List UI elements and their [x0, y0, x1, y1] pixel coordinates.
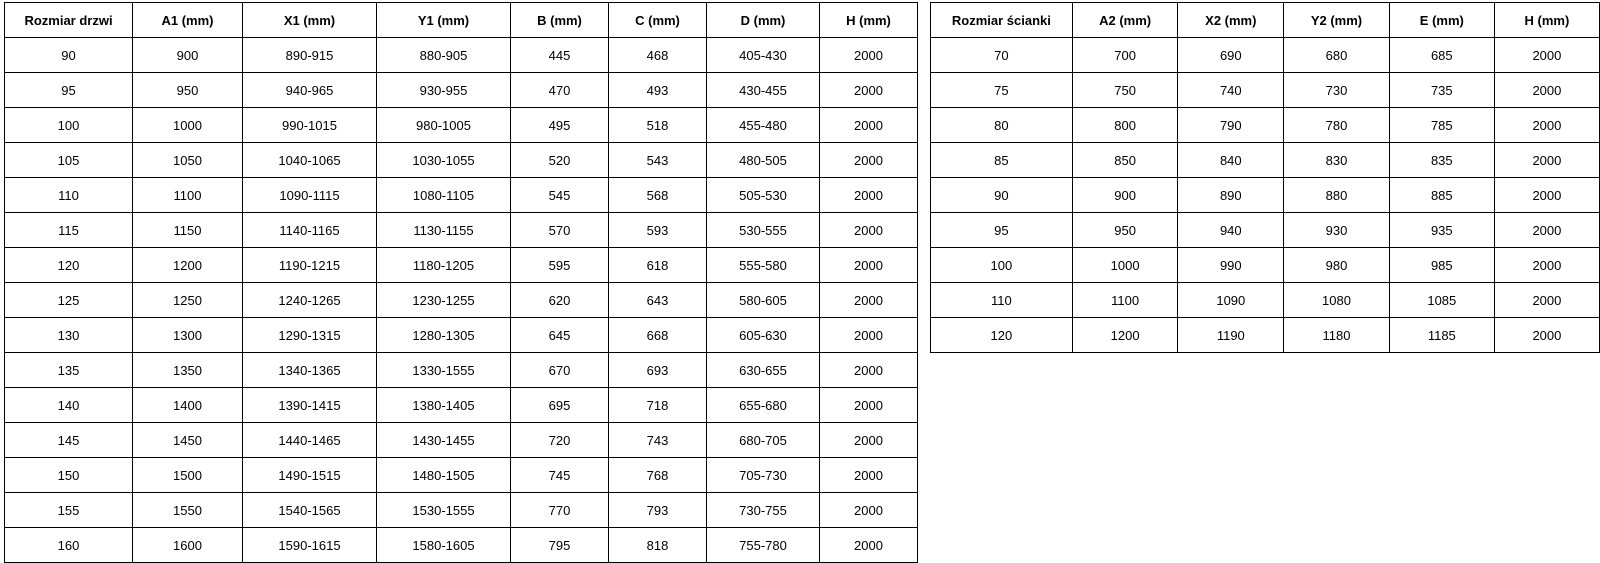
table-row: [5, 108, 918, 143]
walls-cell: 940: [1178, 213, 1284, 248]
doors-cell: 630-655: [707, 353, 820, 388]
doors-cell: 155: [5, 493, 133, 528]
doors-cell: 520: [511, 143, 609, 178]
doors-cell: 1100: [133, 178, 243, 213]
doors-cell: 1350: [133, 353, 243, 388]
doors-column-header: D (mm): [707, 3, 820, 38]
table-row: [5, 143, 918, 178]
walls-dimensions-table: [930, 2, 1600, 353]
doors-cell: 745: [511, 458, 609, 493]
table-row: [931, 178, 1600, 213]
doors-cell: 95: [5, 73, 133, 108]
walls-cell: 780: [1284, 108, 1390, 143]
doors-cell: 430-455: [707, 73, 820, 108]
doors-table-head: [5, 3, 918, 38]
doors-cell: 730-755: [707, 493, 820, 528]
doors-cell: 1290-1315: [243, 318, 377, 353]
doors-cell: 1130-1155: [377, 213, 511, 248]
table-row: [5, 353, 918, 388]
table-row: [5, 318, 918, 353]
walls-cell: 900: [1072, 178, 1178, 213]
doors-cell: 693: [609, 353, 707, 388]
walls-column-header: X2 (mm): [1178, 3, 1284, 38]
walls-column-header: H (mm): [1494, 3, 1599, 38]
doors-cell: 1050: [133, 143, 243, 178]
walls-cell: 950: [1072, 213, 1178, 248]
doors-cell: 593: [609, 213, 707, 248]
doors-column-header: B (mm): [511, 3, 609, 38]
table-row: [5, 458, 918, 493]
walls-cell: 980: [1284, 248, 1390, 283]
doors-cell: 900: [133, 38, 243, 73]
walls-cell: 985: [1389, 248, 1494, 283]
table-row: [931, 108, 1600, 143]
doors-cell: 668: [609, 318, 707, 353]
doors-cell: 1140-1165: [243, 213, 377, 248]
walls-cell: 2000: [1494, 38, 1599, 73]
walls-cell: 80: [931, 108, 1073, 143]
doors-cell: 120: [5, 248, 133, 283]
doors-cell: 795: [511, 528, 609, 563]
doors-table-container: [4, 2, 918, 563]
doors-cell: 705-730: [707, 458, 820, 493]
table-row: [5, 248, 918, 283]
doors-cell: 890-915: [243, 38, 377, 73]
doors-cell: 1200: [133, 248, 243, 283]
doors-cell: 445: [511, 38, 609, 73]
walls-cell: 750: [1072, 73, 1178, 108]
doors-cell: 480-505: [707, 143, 820, 178]
doors-cell: 90: [5, 38, 133, 73]
doors-column-header: Y1 (mm): [377, 3, 511, 38]
doors-cell: 455-480: [707, 108, 820, 143]
doors-cell: 768: [609, 458, 707, 493]
walls-cell: 840: [1178, 143, 1284, 178]
doors-cell: 1530-1555: [377, 493, 511, 528]
walls-table-body: [931, 38, 1600, 353]
walls-cell: 2000: [1494, 318, 1599, 353]
doors-cell: 1500: [133, 458, 243, 493]
doors-cell: 1250: [133, 283, 243, 318]
walls-cell: 790: [1178, 108, 1284, 143]
walls-cell: 1185: [1389, 318, 1494, 353]
doors-cell: 2000: [820, 108, 918, 143]
table-row: [5, 283, 918, 318]
table-row: [5, 213, 918, 248]
doors-cell: 1430-1455: [377, 423, 511, 458]
doors-cell: 2000: [820, 248, 918, 283]
table-row: [931, 73, 1600, 108]
walls-cell: 700: [1072, 38, 1178, 73]
doors-cell: 743: [609, 423, 707, 458]
walls-cell: 830: [1284, 143, 1390, 178]
walls-column-header: Y2 (mm): [1284, 3, 1390, 38]
doors-cell: 545: [511, 178, 609, 213]
doors-column-header: X1 (mm): [243, 3, 377, 38]
doors-column-header: C (mm): [609, 3, 707, 38]
doors-cell: 405-430: [707, 38, 820, 73]
walls-cell: 1090: [1178, 283, 1284, 318]
doors-cell: 1340-1365: [243, 353, 377, 388]
doors-cell: 695: [511, 388, 609, 423]
doors-column-header: Rozmiar drzwi: [5, 3, 133, 38]
walls-cell: 2000: [1494, 213, 1599, 248]
table-row: [5, 38, 918, 73]
doors-column-header: H (mm): [820, 3, 918, 38]
doors-cell: 580-605: [707, 283, 820, 318]
walls-cell: 2000: [1494, 178, 1599, 213]
walls-cell: 680: [1284, 38, 1390, 73]
doors-cell: 950: [133, 73, 243, 108]
doors-cell: 620: [511, 283, 609, 318]
doors-cell: 930-955: [377, 73, 511, 108]
table-row: [931, 38, 1600, 73]
walls-cell: 730: [1284, 73, 1390, 108]
doors-cell: 1550: [133, 493, 243, 528]
walls-cell: 930: [1284, 213, 1390, 248]
doors-cell: 493: [609, 73, 707, 108]
walls-cell: 1190: [1178, 318, 1284, 353]
walls-cell: 1000: [1072, 248, 1178, 283]
doors-cell: 793: [609, 493, 707, 528]
doors-cell: 140: [5, 388, 133, 423]
walls-cell: 850: [1072, 143, 1178, 178]
doors-cell: 2000: [820, 388, 918, 423]
table-row: [931, 143, 1600, 178]
walls-cell: 2000: [1494, 283, 1599, 318]
doors-cell: 1000: [133, 108, 243, 143]
doors-cell: 645: [511, 318, 609, 353]
walls-cell: 1080: [1284, 283, 1390, 318]
doors-cell: 115: [5, 213, 133, 248]
doors-cell: 470: [511, 73, 609, 108]
doors-cell: 643: [609, 283, 707, 318]
doors-cell: 1230-1255: [377, 283, 511, 318]
doors-dimensions-table: [4, 2, 918, 563]
doors-cell: 530-555: [707, 213, 820, 248]
table-row: [5, 423, 918, 458]
table-row: [5, 528, 918, 563]
walls-cell: 70: [931, 38, 1073, 73]
walls-cell: 885: [1389, 178, 1494, 213]
doors-cell: 130: [5, 318, 133, 353]
doors-column-header: A1 (mm): [133, 3, 243, 38]
doors-cell: 2000: [820, 493, 918, 528]
table-row: [5, 388, 918, 423]
doors-cell: 755-780: [707, 528, 820, 563]
walls-cell: 890: [1178, 178, 1284, 213]
walls-cell: 685: [1389, 38, 1494, 73]
doors-cell: 468: [609, 38, 707, 73]
doors-cell: 2000: [820, 178, 918, 213]
doors-cell: 105: [5, 143, 133, 178]
doors-cell: 1040-1065: [243, 143, 377, 178]
doors-cell: 2000: [820, 458, 918, 493]
doors-cell: 655-680: [707, 388, 820, 423]
walls-table-head: [931, 3, 1600, 38]
doors-cell: 150: [5, 458, 133, 493]
doors-cell: 125: [5, 283, 133, 318]
walls-cell: 100: [931, 248, 1073, 283]
doors-cell: 1280-1305: [377, 318, 511, 353]
doors-cell: 1240-1265: [243, 283, 377, 318]
table-row: [931, 318, 1600, 353]
doors-cell: 1590-1615: [243, 528, 377, 563]
doors-cell: 980-1005: [377, 108, 511, 143]
walls-cell: 1085: [1389, 283, 1494, 318]
walls-cell: 690: [1178, 38, 1284, 73]
walls-cell: 95: [931, 213, 1073, 248]
doors-cell: 1380-1405: [377, 388, 511, 423]
doors-cell: 2000: [820, 213, 918, 248]
walls-cell: 2000: [1494, 143, 1599, 178]
walls-cell: 2000: [1494, 73, 1599, 108]
doors-cell: 1540-1565: [243, 493, 377, 528]
table-row: [931, 213, 1600, 248]
table-row: [5, 178, 918, 213]
doors-cell: 1080-1105: [377, 178, 511, 213]
table-header-row: [931, 3, 1600, 38]
walls-column-header: Rozmiar ścianki: [931, 3, 1073, 38]
walls-cell: 785: [1389, 108, 1494, 143]
walls-cell: 800: [1072, 108, 1178, 143]
walls-cell: 1100: [1072, 283, 1178, 318]
doors-cell: 1330-1555: [377, 353, 511, 388]
walls-cell: 90: [931, 178, 1073, 213]
doors-cell: 160: [5, 528, 133, 563]
table-header-row: [5, 3, 918, 38]
walls-cell: 835: [1389, 143, 1494, 178]
doors-cell: 2000: [820, 73, 918, 108]
doors-cell: 543: [609, 143, 707, 178]
table-row: [931, 248, 1600, 283]
doors-cell: 718: [609, 388, 707, 423]
doors-cell: 505-530: [707, 178, 820, 213]
walls-cell: 75: [931, 73, 1073, 108]
doors-cell: 1400: [133, 388, 243, 423]
walls-cell: 735: [1389, 73, 1494, 108]
doors-cell: 1150: [133, 213, 243, 248]
doors-cell: 2000: [820, 318, 918, 353]
doors-cell: 145: [5, 423, 133, 458]
table-row: [931, 283, 1600, 318]
doors-cell: 595: [511, 248, 609, 283]
walls-cell: 120: [931, 318, 1073, 353]
doors-cell: 1480-1505: [377, 458, 511, 493]
doors-cell: 1490-1515: [243, 458, 377, 493]
doors-cell: 770: [511, 493, 609, 528]
doors-cell: 1580-1605: [377, 528, 511, 563]
doors-cell: 1390-1415: [243, 388, 377, 423]
walls-cell: 740: [1178, 73, 1284, 108]
doors-cell: 135: [5, 353, 133, 388]
doors-cell: 990-1015: [243, 108, 377, 143]
doors-cell: 1300: [133, 318, 243, 353]
walls-cell: 85: [931, 143, 1073, 178]
doors-cell: 100: [5, 108, 133, 143]
doors-cell: 680-705: [707, 423, 820, 458]
walls-cell: 990: [1178, 248, 1284, 283]
doors-cell: 568: [609, 178, 707, 213]
walls-cell: 880: [1284, 178, 1390, 213]
doors-cell: 2000: [820, 528, 918, 563]
walls-cell: 110: [931, 283, 1073, 318]
doors-cell: 570: [511, 213, 609, 248]
walls-column-header: E (mm): [1389, 3, 1494, 38]
doors-cell: 495: [511, 108, 609, 143]
walls-cell: 1200: [1072, 318, 1178, 353]
doors-cell: 1190-1215: [243, 248, 377, 283]
doors-cell: 1030-1055: [377, 143, 511, 178]
doors-cell: 1180-1205: [377, 248, 511, 283]
doors-cell: 818: [609, 528, 707, 563]
doors-cell: 2000: [820, 423, 918, 458]
doors-cell: 110: [5, 178, 133, 213]
doors-cell: 1450: [133, 423, 243, 458]
walls-cell: 2000: [1494, 108, 1599, 143]
table-row: [5, 73, 918, 108]
doors-cell: 940-965: [243, 73, 377, 108]
doors-cell: 670: [511, 353, 609, 388]
doors-cell: 2000: [820, 283, 918, 318]
doors-cell: 555-580: [707, 248, 820, 283]
walls-column-header: A2 (mm): [1072, 3, 1178, 38]
doors-cell: 2000: [820, 38, 918, 73]
doors-cell: 1090-1115: [243, 178, 377, 213]
walls-cell: 1180: [1284, 318, 1390, 353]
doors-cell: 518: [609, 108, 707, 143]
walls-cell: 935: [1389, 213, 1494, 248]
doors-cell: 2000: [820, 353, 918, 388]
walls-table-container: [930, 2, 1600, 353]
walls-cell: 2000: [1494, 248, 1599, 283]
doors-cell: 880-905: [377, 38, 511, 73]
doors-table-body: [5, 38, 918, 563]
doors-cell: 618: [609, 248, 707, 283]
doors-cell: 720: [511, 423, 609, 458]
doors-cell: 1600: [133, 528, 243, 563]
doors-cell: 1440-1465: [243, 423, 377, 458]
table-row: [5, 493, 918, 528]
doors-cell: 2000: [820, 143, 918, 178]
doors-cell: 605-630: [707, 318, 820, 353]
